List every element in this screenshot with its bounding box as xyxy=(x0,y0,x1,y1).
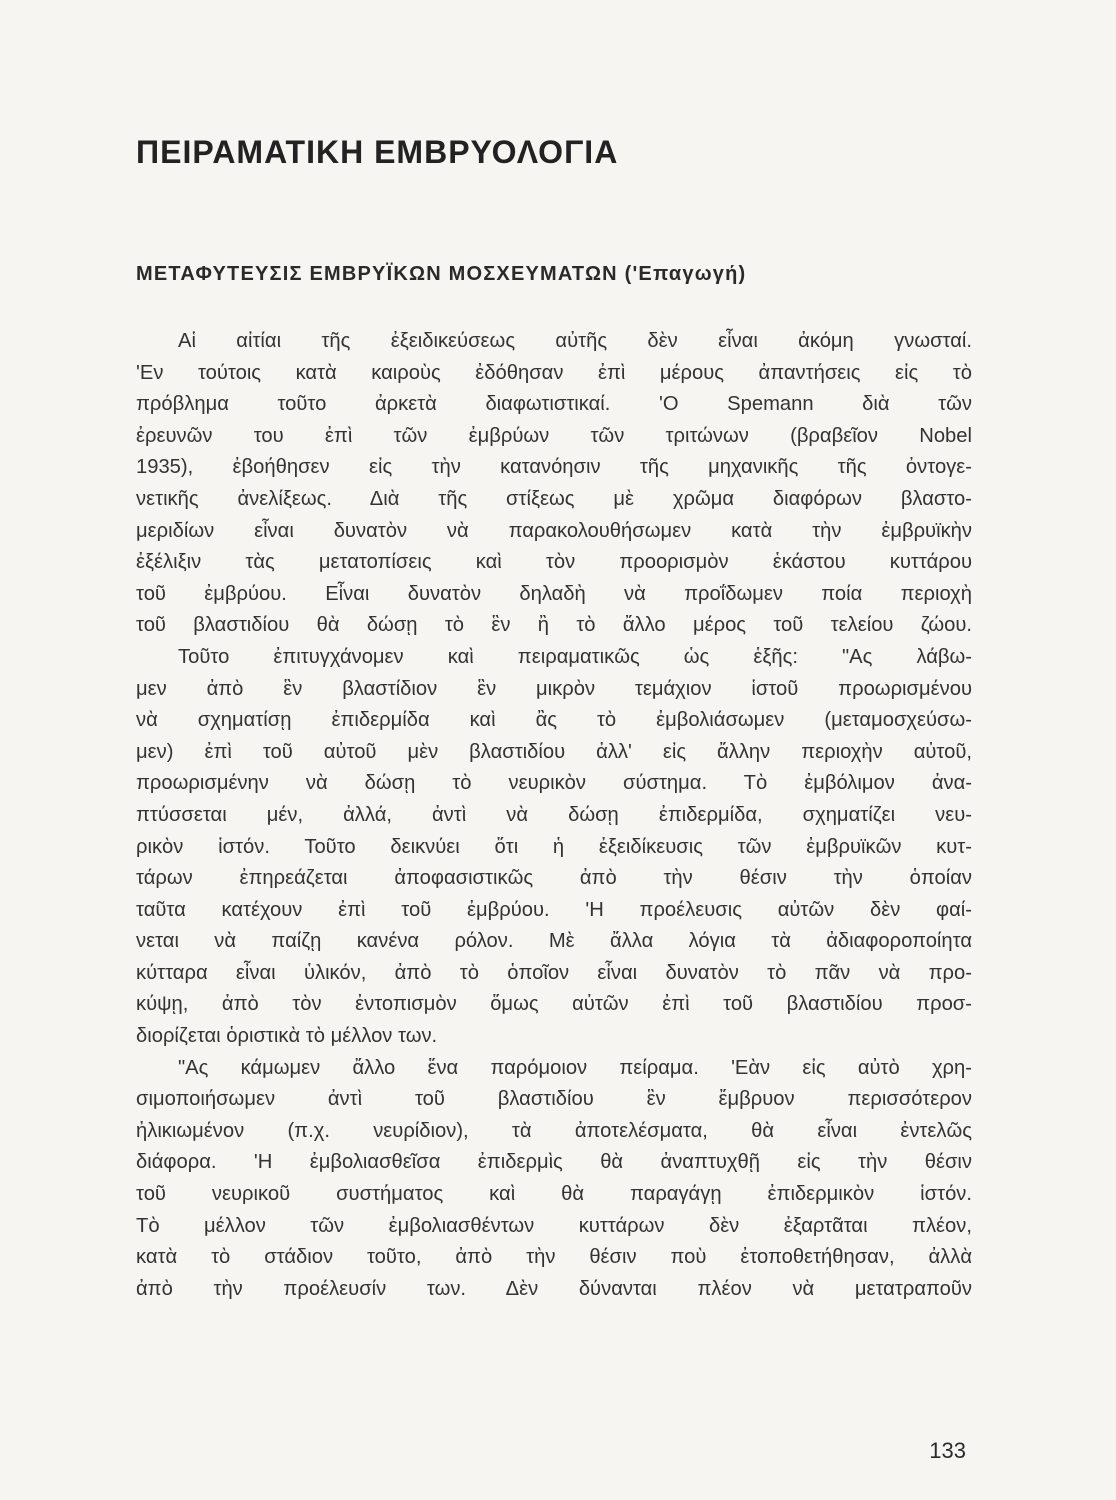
text-line: ἠλικιωμένον (π.χ. νευρίδιον), τὰ ἀποτελέσματα, θὰ εἶναι ἐντελῶς xyxy=(136,1119,972,1142)
text-line: κατὰ τὸ στάδιον τοῦτο, ἀπὸ τὴν θέσιν ποὺ ἐτοποθετήθησαν, ἀλλὰ xyxy=(136,1246,972,1269)
text-line: 'Εν τούτοις κατὰ καιροὺς ἐδόθησαν ἐπὶ μέρους ἀπαντήσεις εἰς τὸ xyxy=(136,361,972,384)
text-line: ρικὸν ἱστόν. Τοῦτο δεικνύει ὅτι ἡ ἐξειδίκευσις τῶν ἐμβρυϊκῶν κυτ- xyxy=(136,835,972,858)
text-line: μεν ἀπὸ ἓν βλαστίδιον ἓν μικρὸν τεμάχιον ἱστοῦ προωρισμένου xyxy=(136,677,972,700)
text-line: ἀπὸ τὴν προέλευσίν των. Δὲν δύνανται πλέον νὰ μετατραποῦν xyxy=(136,1277,972,1300)
text-line: ἐρευνῶν του ἐπὶ τῶν ἐμβρύων τῶν τριτώνων (βραβεῖον Nobel xyxy=(136,424,972,447)
text-line: κύτταρα εἶναι ὑλικόν, ἀπὸ τὸ ὁποῖον εἶναι δυνατὸν τὸ πᾶν νὰ προ- xyxy=(136,961,972,984)
text-line: μεριδίων εἶναι δυνατὸν νὰ παρακολουθήσωμεν κατὰ τὴν ἐμβρυϊκὴν xyxy=(136,519,972,542)
text-line: νεται νὰ παίζῃ κανένα ρόλον. Μὲ ἄλλα λόγια τὰ ἀδιαφοροποίητα xyxy=(136,930,972,953)
text-line: προωρισμένην νὰ δώσῃ τὸ νευρικὸν σύστημα. Τὸ ἐμβόλιμον ἀνα- xyxy=(136,772,972,795)
text-line: διορίζεται ὁριστικὰ τὸ μέλλον των. xyxy=(136,1025,438,1048)
text-line: Αἱ αἰτίαι τῆς ἐξειδικεύσεως αὐτῆς δὲν εἶναι ἀκόμη γνωσταί. xyxy=(178,330,972,352)
text-line: πρόβλημα τοῦτο ἀρκετὰ διαφωτιστικαί. 'Ο Spemann διὰ τῶν xyxy=(136,393,972,416)
text-line: Τὸ μέλλον τῶν ἐμβολιασθέντων κυττάρων δὲν ἐξαρτᾶται πλέον, xyxy=(136,1214,972,1237)
body-text xyxy=(136,326,972,1305)
text-line: ταῦτα κατέχουν ἐπὶ τοῦ ἐμβρύου. 'Η προέλευσις αὐτῶν δὲν φαί- xyxy=(136,898,972,921)
text-line: διάφορα. 'Η ἐμβολιασθεῖσα ἐπιδερμὶς θὰ ἀναπτυχθῇ εἰς τὴν θέσιν xyxy=(136,1151,972,1174)
text-line: Τοῦτο ἐπιτυγχάνομεν καὶ πειραματικῶς ὡς ἑξῆς: "Ας λάβω- xyxy=(178,645,972,668)
text-line: "Ας κάμωμεν ἄλλο ἕνα παρόμοιον πείραμα. 'Εὰν εἰς αὐτὸ χρη- xyxy=(178,1056,972,1079)
text-line: τοῦ ἐμβρύου. Εἶναι δυνατὸν δηλαδὴ νὰ προΐδωμεν ποία περιοχὴ xyxy=(136,582,972,605)
text-line: πτύσσεται μέν, ἀλλά, ἀντὶ νὰ δώσῃ ἐπιδερμίδα, σχηματίζει νευ- xyxy=(136,803,972,826)
text-line: τοῦ βλαστιδίου θὰ δώσῃ τὸ ἓν ἢ τὸ ἄλλο μέρος τοῦ τελείου ζώου. xyxy=(136,614,972,637)
text-line: 1935), ἐβοήθησεν εἰς τὴν κατανόησιν τῆς μηχανικῆς τῆς ὀντογε- xyxy=(136,456,972,479)
text-line: ἐξέλιξιν τὰς μετατοπίσεις καὶ τὸν προορισμὸν ἑκάστου κυττάρου xyxy=(136,551,972,574)
text-line: τάρων ἐπηρεάζεται ἀποφασιστικῶς ἀπὸ τὴν θέσιν τὴν ὁποίαν xyxy=(136,867,972,890)
text-line: τοῦ νευρικοῦ συστήματος καὶ θὰ παραγάγῃ ἐπιδερμικὸν ἱστόν. xyxy=(136,1183,972,1206)
chapter-title: ΠΕΙΡΑΜΑΤΙΚΗ ΕΜΒΡΥΟΛΟΓΙΑ xyxy=(136,134,619,170)
text-line: κύψῃ, ἀπὸ τὸν ἐντοπισμὸν ὅμως αὐτῶν ἐπὶ τοῦ βλαστιδίου προσ- xyxy=(136,993,972,1016)
text-line: νὰ σχηματίσῃ ἐπιδερμίδα καὶ ἂς τὸ ἐμβολιάσωμεν (μεταμοσχεύσω- xyxy=(136,709,972,732)
text-line: νετικῆς ἀνελίξεως. Διὰ τῆς στίξεως μὲ χρῶμα διαφόρων βλαστο- xyxy=(136,487,972,510)
text-line: μεν) ἐπὶ τοῦ αὐτοῦ μὲν βλαστιδίου ἀλλ' εἰς ἄλλην περιοχὴν αὐτοῦ, xyxy=(136,740,972,763)
page-number: 133 xyxy=(929,1438,966,1463)
text-line: σιμοποιήσωμεν ἀντὶ τοῦ βλαστιδίου ἓν ἔμβρυον περισσότερον xyxy=(136,1088,972,1111)
section-heading: ΜΕΤΑΦΥΤΕΥΣΙΣ ΕΜΒΡΥΪΚΩΝ ΜΟΣΧΕΥΜΑΤΩΝ ('Επαγωγή) xyxy=(136,263,747,285)
